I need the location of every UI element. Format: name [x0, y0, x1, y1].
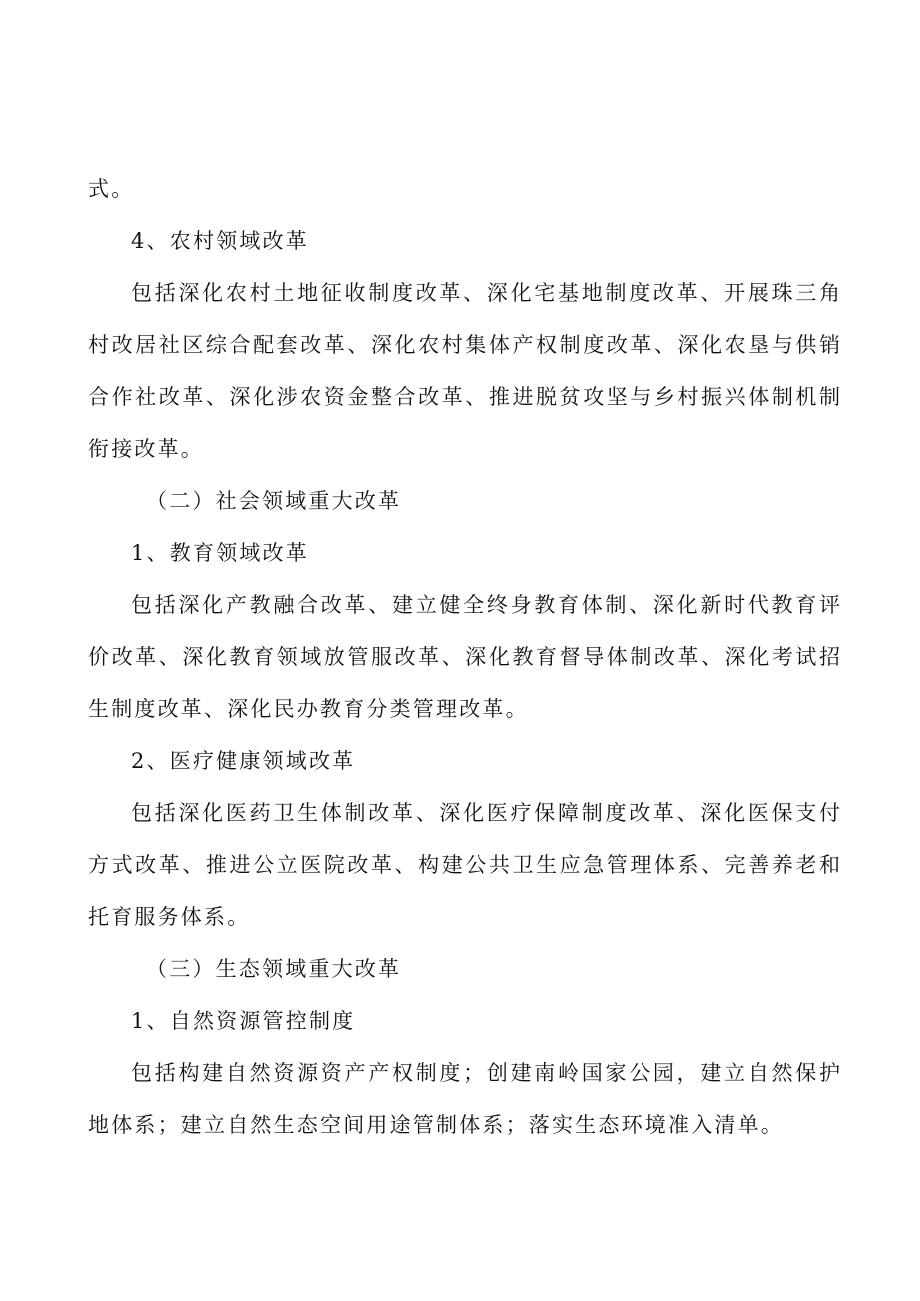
paragraph-rural-line-3: 合作社改革、深化涉农资金整合改革、推进脱贫攻坚与乡村振兴体制机制 — [88, 385, 840, 409]
paragraph-education-line-3: 生制度改革、深化民办教育分类管理改革。 — [88, 697, 529, 721]
paragraph-continuation-line: 式。 — [88, 177, 135, 201]
paragraph-natural-line-1: 包括构建自然资源资产产权制度；创建南岭国家公园，建立自然保护 — [131, 1061, 840, 1085]
heading-rural-reform: 4、农村领域改革 — [131, 229, 309, 253]
heading-education-reform: 1、教育领域改革 — [131, 541, 309, 565]
paragraph-rural-line-4: 衔接改革。 — [88, 437, 204, 461]
paragraph-education-line-1: 包括深化产教融合改革、建立健全终身教育体制、深化新时代教育评 — [131, 593, 840, 617]
paragraph-natural-line-2: 地体系；建立自然生态空间用途管制体系；落实生态环境准入清单。 — [88, 1113, 784, 1137]
paragraph-rural-line-1: 包括深化农村土地征收制度改革、深化宅基地制度改革、开展珠三角 — [131, 281, 840, 305]
paragraph-medical-line-3: 托育服务体系。 — [88, 905, 251, 929]
paragraph-medical-line-2: 方式改革、推进公立医院改革、构建公共卫生应急管理体系、完善养老和 — [88, 853, 840, 877]
heading-medical-reform: 2、医疗健康领域改革 — [131, 749, 356, 773]
paragraph-education-line-2: 价改革、深化教育领域放管服改革、深化教育督导体制改革、深化考试招 — [88, 645, 840, 669]
heading-natural-resources: 1、自然资源管控制度 — [131, 1009, 356, 1033]
paragraph-medical-line-1: 包括深化医药卫生体制改革、深化医疗保障制度改革、深化医保支付 — [131, 801, 840, 825]
heading-social-reform: （二）社会领域重大改革 — [146, 489, 402, 513]
heading-ecology-reform: （三）生态领域重大改革 — [146, 957, 402, 981]
paragraph-rural-line-2: 村改居社区综合配套改革、深化农村集体产权制度改革、深化农垦与供销 — [88, 333, 840, 357]
